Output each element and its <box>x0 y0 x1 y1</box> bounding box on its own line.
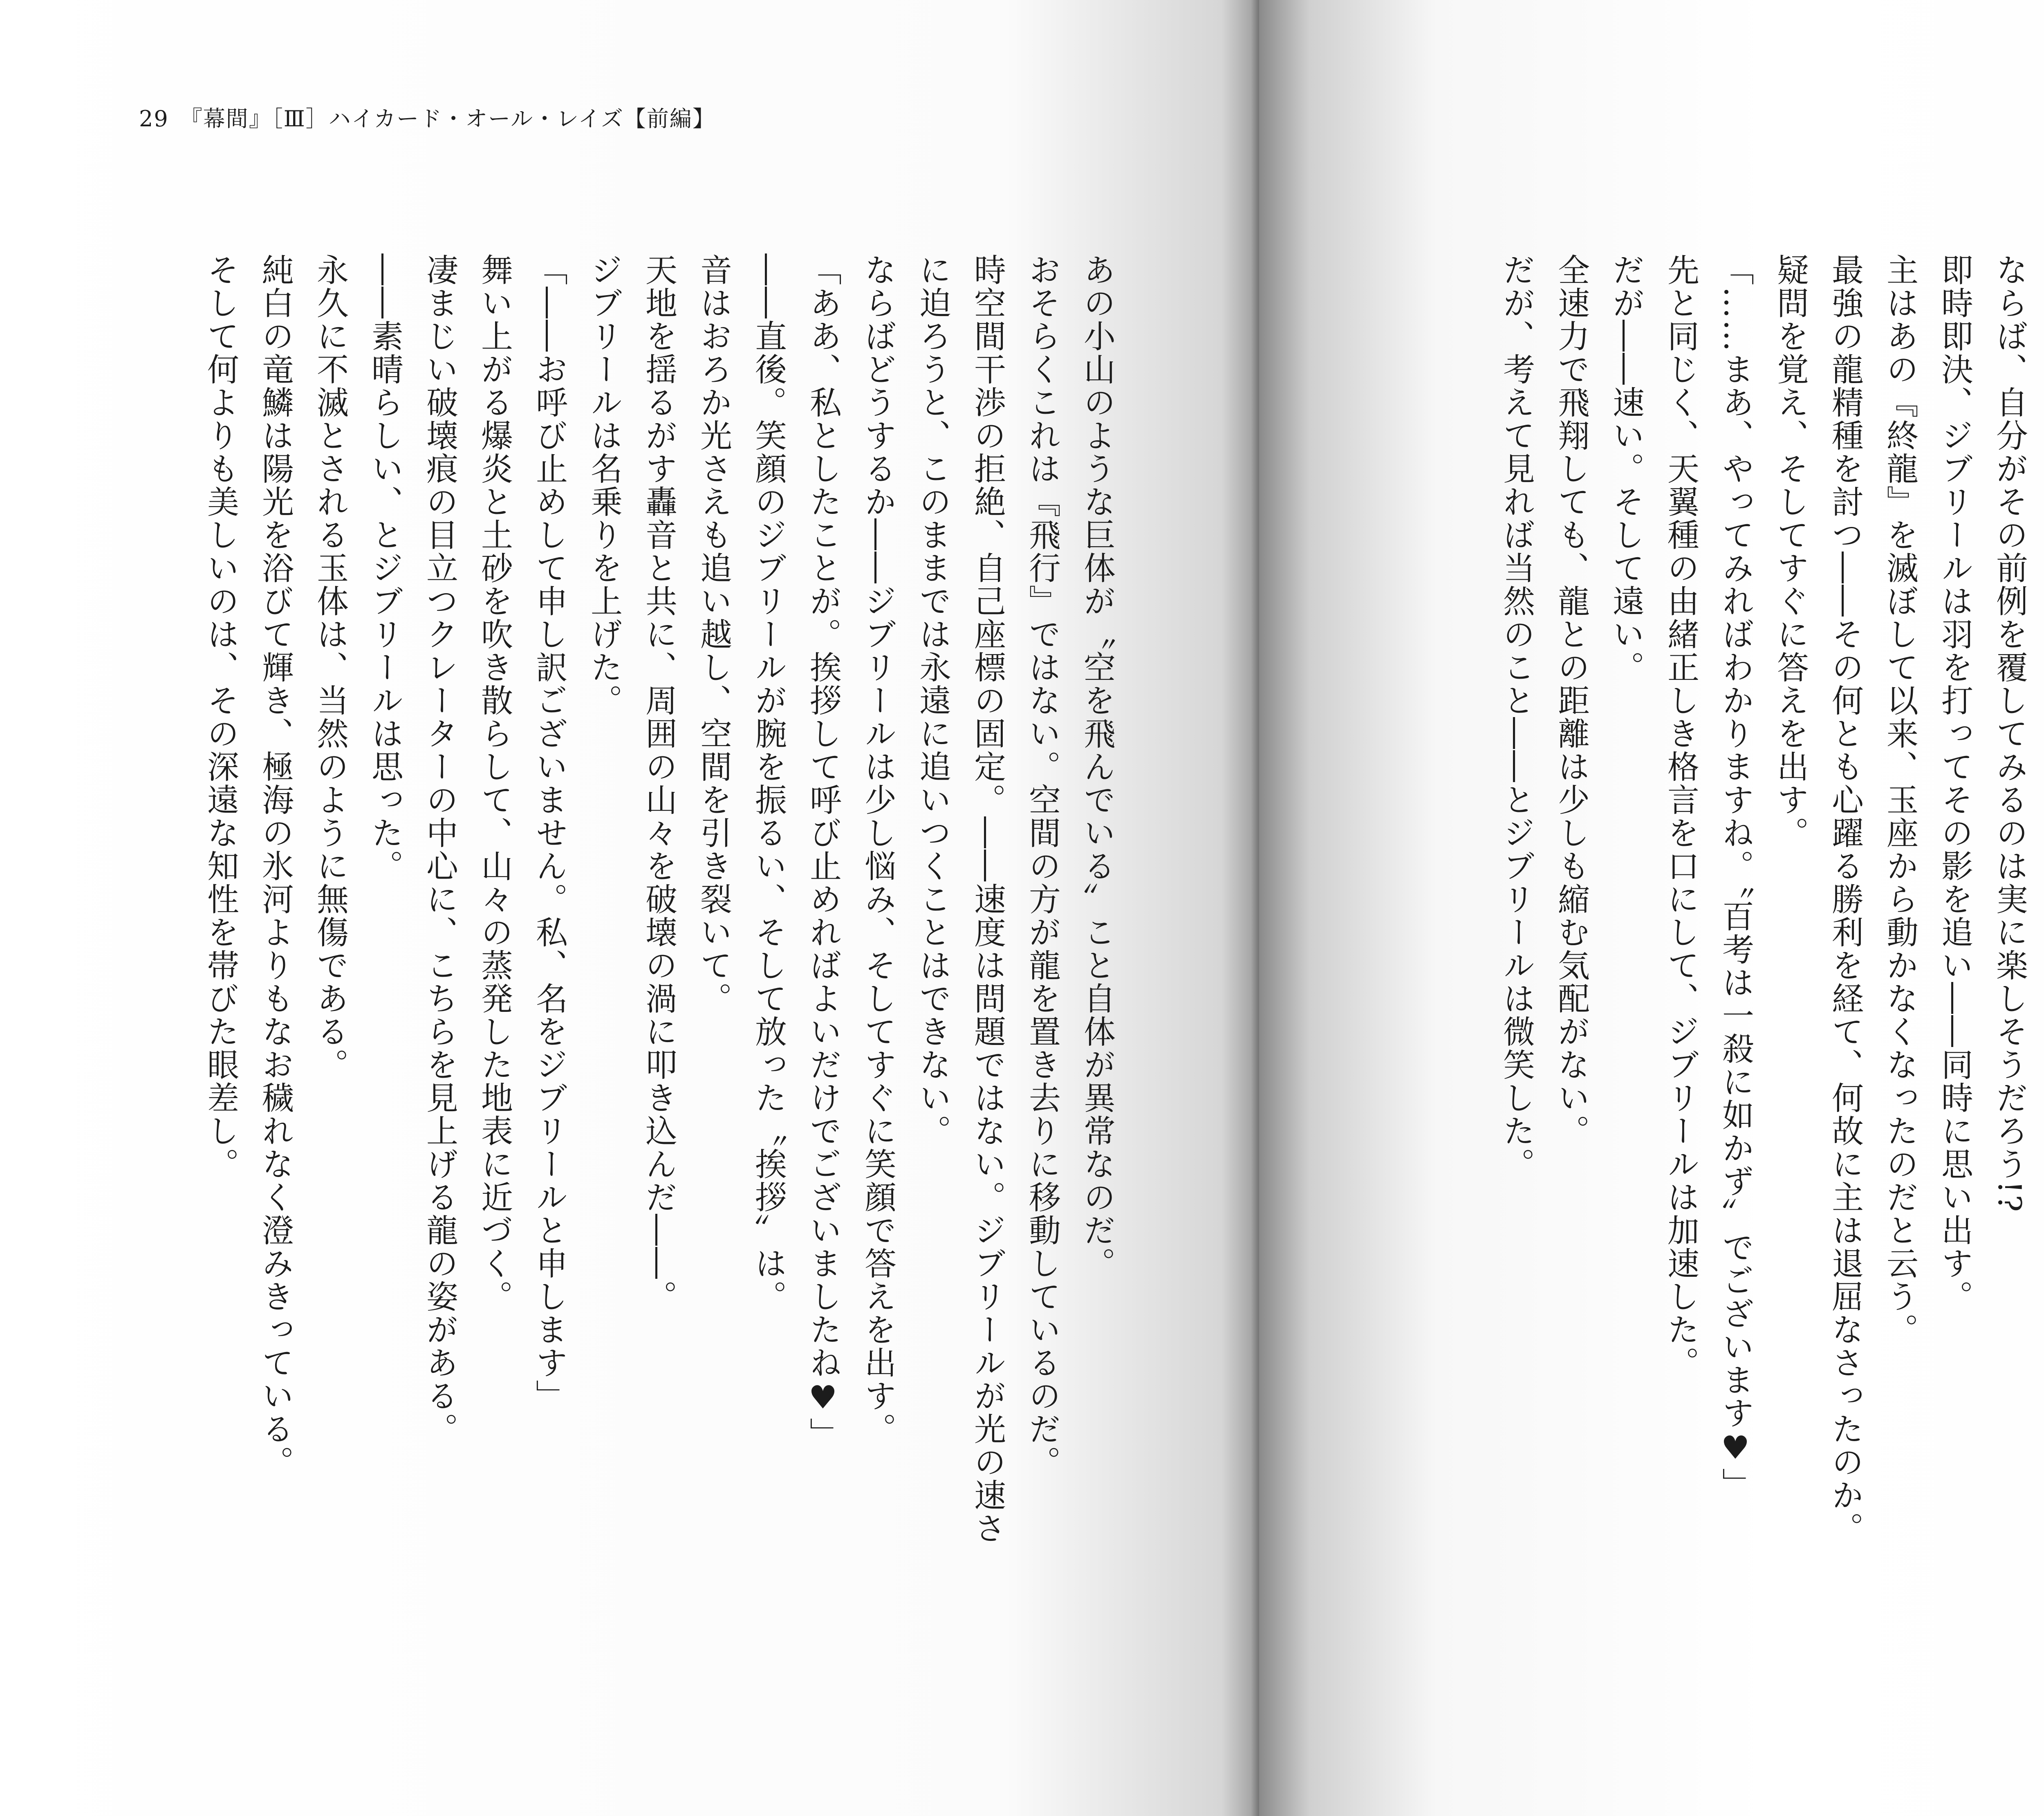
text-line: 時空間干渉の拒絶、自己座標の固定。――速度は問題ではない。ジブリールが光の速さ <box>969 253 1006 1545</box>
text-line: 舞い上がる爆炎と土砂を吹き散らして、山々の蒸発した地表に近づく。 <box>476 253 513 1313</box>
text-line: ――素晴らしい、とジブリールは思った。 <box>366 253 403 883</box>
text-line: ならば、自分がその前例を覆してみるのは実に楽しそうだろう!? <box>1991 253 2028 1213</box>
text-line: 「……まあ、やってみればわかりますね。〝百考は一殺に如かず〟でございます♥」 <box>1717 253 1754 1501</box>
text-line: ならばどうするか――ジブリールは少し悩み、そしてすぐに笑顔で答えを出す。 <box>859 253 896 1446</box>
text-line: そして何よりも美しいのは、その深遠な知性を帯びた眼差し。 <box>202 253 239 1181</box>
text-line: ジブリールは名乗りを上げた。 <box>585 253 622 717</box>
left-page-number: 29 <box>139 106 169 132</box>
right-page <box>1259 0 2044 1816</box>
text-line: 純白の竜鱗は陽光を浴びて輝き、極海の氷河よりもなお穢れなく澄みきっている。 <box>257 253 294 1479</box>
text-line: 即時即決、ジブリールは羽を打ってその影を追い――同時に思い出す。 <box>1936 253 1973 1313</box>
left-body-text <box>135 253 1124 1664</box>
text-line: 主はあの『終龍』を滅ぼして以来、玉座から動かなくなったのだと云う。 <box>1881 253 1918 1346</box>
text-line: 「ああ、私としたことが。挨拶して呼び止めればよいだけでございましたね♥」 <box>805 253 841 1451</box>
left-running-head-title: 『幕間』［Ⅲ］ハイカード・オール・レイズ【前編】 <box>180 106 715 132</box>
text-line: 永久に不滅とされる玉体は、当然のように無傷である。 <box>312 253 348 1081</box>
text-line: 音はおろか光さえも追い越し、空間を引き裂いて。 <box>695 253 732 1015</box>
text-line: 最強の龍精種を討つ――その何とも心躍る勝利を経て、何故に主は退屈なさったのか。 <box>1827 253 1863 1545</box>
text-line: ――直後。笑顔のジブリールが腕を振るい、そして放った〝挨拶〟は。 <box>750 253 787 1313</box>
right-body-text <box>1406 253 2044 1664</box>
text-line: 全速力で飛翔しても、龍との距離は少しも縮む気配がない。 <box>1553 253 1589 1148</box>
left-running-head <box>139 101 715 133</box>
text-line: あの小山のような巨体が〝空を飛んでいる〟こと自体が異常なのだ。 <box>1078 253 1115 1280</box>
text-line: に迫ろうと、このままでは永遠に追いつくことはできない。 <box>914 253 951 1148</box>
text-line: だが、考えて見れば当然のこと――とジブリールは微笑した。 <box>1498 253 1535 1181</box>
text-line: 凄まじい破壊痕の目立つクレーターの中心に、こちらを見上げる龍の姿がある。 <box>421 253 458 1446</box>
text-line: だが――速い。そして遠い。 <box>1607 253 1644 684</box>
text-line <box>2037 253 2044 1664</box>
text-line: おそらくこれは『飛行』ではない。空間の方が龍を置き去りに移動しているのだ。 <box>1024 253 1060 1479</box>
text-line: 疑問を覚え、そしてすぐに答えを出す。 <box>1772 253 1809 850</box>
text-line: 「――お呼び止めして申し訳ございません。私、名をジブリールと申します」 <box>531 253 567 1412</box>
text-line: 天地を揺るがす轟音と共に、周囲の山々を破壊の渦に叩き込んだ――。 <box>640 253 677 1313</box>
text-line: 先と同じく、天翼種の由緒正しき格言を口にして、ジブリールは加速した。 <box>1662 253 1699 1379</box>
